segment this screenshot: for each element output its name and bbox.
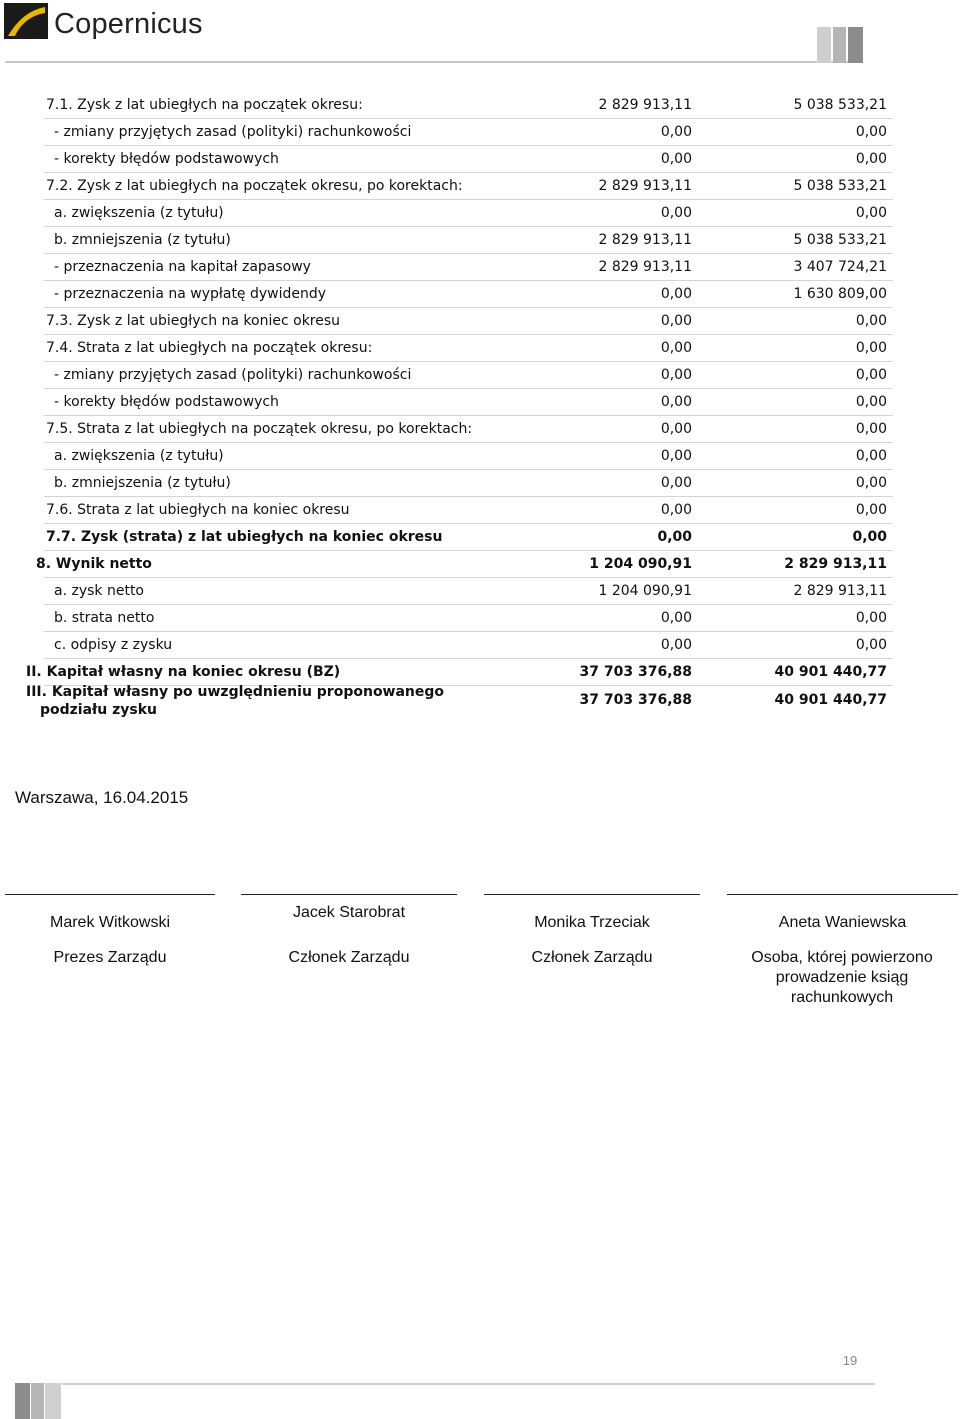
table-row — [44, 416, 893, 443]
signatory-role: Osoba, której powierzono prowadzenie ksiąg rachunkowych — [751, 949, 933, 1006]
footer-decor-bar — [15, 1383, 30, 1419]
value-current-year: 0,00 — [660, 367, 692, 383]
value-current-year: 0,00 — [660, 151, 692, 167]
value-previous-year: 2 829 913,11 — [784, 556, 887, 572]
table-row — [44, 335, 893, 362]
value-previous-year: 0,00 — [855, 394, 887, 410]
table-row — [44, 173, 893, 200]
value-current-year: 0,00 — [660, 313, 692, 329]
value-previous-year: 0,00 — [855, 367, 887, 383]
table-row — [44, 200, 893, 227]
value-current-year: 0,00 — [660, 205, 692, 221]
table-row — [44, 578, 893, 605]
table-row — [36, 551, 893, 578]
value-previous-year: 2 829 913,11 — [793, 583, 887, 599]
page-number: 19 — [842, 1353, 858, 1368]
value-current-year: 2 829 913,11 — [598, 232, 692, 248]
value-previous-year: 5 038 533,21 — [793, 97, 887, 113]
row-label: 7.7. Zysk (strata) z lat ubiegłych na koniec okresu — [46, 529, 443, 545]
signatory-role: Prezes Zarządu — [53, 949, 167, 966]
table-row — [44, 443, 893, 470]
value-previous-year: 5 038 533,21 — [793, 178, 887, 194]
table-row — [44, 119, 893, 146]
value-previous-year: 5 038 533,21 — [793, 232, 887, 248]
value-previous-year: 0,00 — [855, 313, 887, 329]
table-row — [44, 281, 893, 308]
row-label: - zmiany przyjętych zasad (polityki) rachunkowości — [54, 124, 412, 140]
row-label: - korekty błędów podstawowych — [54, 151, 279, 167]
value-previous-year: 0,00 — [855, 151, 887, 167]
header-decor-bar — [848, 27, 863, 63]
value-current-year: 2 829 913,11 — [598, 97, 692, 113]
signatory-name: Jacek Starobrat — [292, 904, 406, 921]
value-current-year: 0,00 — [660, 421, 692, 437]
row-label: 8. Wynik netto — [36, 556, 152, 572]
row-label: b. zmniejszenia (z tytułu) — [54, 232, 231, 248]
value-previous-year: 0,00 — [855, 637, 887, 653]
table-row — [44, 92, 893, 119]
table-row — [44, 470, 893, 497]
value-previous-year: 40 901 440,77 — [774, 692, 887, 708]
value-previous-year: 0,00 — [855, 475, 887, 491]
table-row — [44, 497, 893, 524]
row-label — [26, 683, 444, 719]
table-row — [44, 632, 893, 659]
table-row — [44, 146, 893, 173]
signatory-role: Członek Zarządu — [531, 949, 653, 966]
signature-line — [484, 894, 700, 895]
value-current-year: 0,00 — [660, 502, 692, 518]
footer-decor-bar — [45, 1383, 61, 1419]
value-previous-year: 0,00 — [855, 502, 887, 518]
value-previous-year: 0,00 — [855, 340, 887, 356]
row-label: a. zysk netto — [54, 583, 144, 599]
table-row — [44, 389, 893, 416]
signature-line — [241, 894, 457, 895]
value-current-year: 2 829 913,11 — [598, 178, 692, 194]
table-row — [26, 659, 893, 686]
row-label: 7.3. Zysk z lat ubiegłych na koniec okresu — [46, 313, 341, 329]
row-label: - korekty błędów podstawowych — [54, 394, 279, 410]
value-previous-year: 0,00 — [855, 124, 887, 140]
row-label: - przeznaczenia na wypłatę dywidendy — [54, 286, 327, 302]
table-row — [44, 227, 893, 254]
signature-line — [727, 894, 958, 895]
value-current-year: 0,00 — [660, 286, 692, 302]
signatory-name: Aneta Waniewska — [778, 914, 907, 931]
logo-text: Copernicus — [54, 8, 203, 40]
footer-divider — [62, 1383, 875, 1385]
value-previous-year: 1 630 809,00 — [793, 286, 887, 302]
page-header — [0, 0, 960, 66]
table-row — [44, 254, 893, 281]
value-previous-year: 0,00 — [852, 529, 887, 545]
row-label: a. zwiększenia (z tytułu) — [54, 205, 224, 221]
row-label: 7.6. Strata z lat ubiegłych na koniec okresu — [46, 502, 350, 518]
value-current-year: 0,00 — [660, 394, 692, 410]
value-current-year: 0,00 — [660, 124, 692, 140]
row-label: b. strata netto — [54, 610, 155, 626]
value-current-year: 2 829 913,11 — [598, 259, 692, 275]
row-label: 7.4. Strata z lat ubiegłych na początek okresu: — [46, 340, 373, 356]
header-decor-bar — [833, 27, 846, 63]
signatory-name: Monika Trzeciak — [534, 914, 650, 931]
signature-line — [5, 894, 215, 895]
place-and-date: Warszawa, 16.04.2015 — [15, 788, 189, 807]
row-label: 7.5. Strata z lat ubiegłych na początek okresu, po korektach: — [46, 421, 473, 437]
value-current-year: 0,00 — [657, 529, 692, 545]
row-label: b. zmniejszenia (z tytułu) — [54, 475, 231, 491]
value-current-year: 0,00 — [660, 475, 692, 491]
value-current-year: 0,00 — [660, 340, 692, 356]
value-current-year: 0,00 — [660, 637, 692, 653]
row-label-line: podziału zysku — [40, 702, 157, 718]
signatory-role: Członek Zarządu — [288, 949, 410, 966]
table-row — [44, 605, 893, 632]
value-previous-year: 0,00 — [855, 421, 887, 437]
row-label: c. odpisy z zysku — [54, 637, 173, 653]
table-row — [44, 362, 893, 389]
footer-decor-bar — [31, 1383, 44, 1419]
value-previous-year: 40 901 440,77 — [774, 664, 887, 680]
table-row — [26, 684, 893, 722]
signatory-name: Marek Witkowski — [49, 914, 170, 931]
header-decor-bar — [817, 27, 831, 63]
row-label: II. Kapitał własny na koniec okresu (BZ) — [26, 664, 341, 680]
value-previous-year: 0,00 — [855, 610, 887, 626]
value-current-year: 1 204 090,91 — [589, 556, 692, 572]
row-label: 7.2. Zysk z lat ubiegłych na początek okresu, po korektach: — [46, 178, 463, 194]
value-current-year: 0,00 — [660, 610, 692, 626]
row-label: 7.1. Zysk z lat ubiegłych na początek okresu: — [46, 97, 363, 113]
copernicus-logo-icon — [4, 3, 48, 39]
value-previous-year: 0,00 — [855, 448, 887, 464]
value-previous-year: 3 407 724,21 — [793, 259, 887, 275]
value-previous-year: 0,00 — [855, 205, 887, 221]
value-current-year: 37 703 376,88 — [579, 692, 692, 708]
value-current-year: 37 703 376,88 — [579, 664, 692, 680]
row-label-line: III. Kapitał własny po uwzględnieniu proponowanego — [26, 684, 445, 700]
header-divider — [5, 61, 863, 63]
value-current-year: 1 204 090,91 — [598, 583, 692, 599]
table-row — [44, 308, 893, 335]
row-label: a. zwiększenia (z tytułu) — [54, 448, 224, 464]
row-label: - przeznaczenia na kapitał zapasowy — [54, 259, 311, 275]
value-current-year: 0,00 — [660, 448, 692, 464]
row-label: - zmiany przyjętych zasad (polityki) rachunkowości — [54, 367, 412, 383]
table-row — [44, 524, 893, 551]
